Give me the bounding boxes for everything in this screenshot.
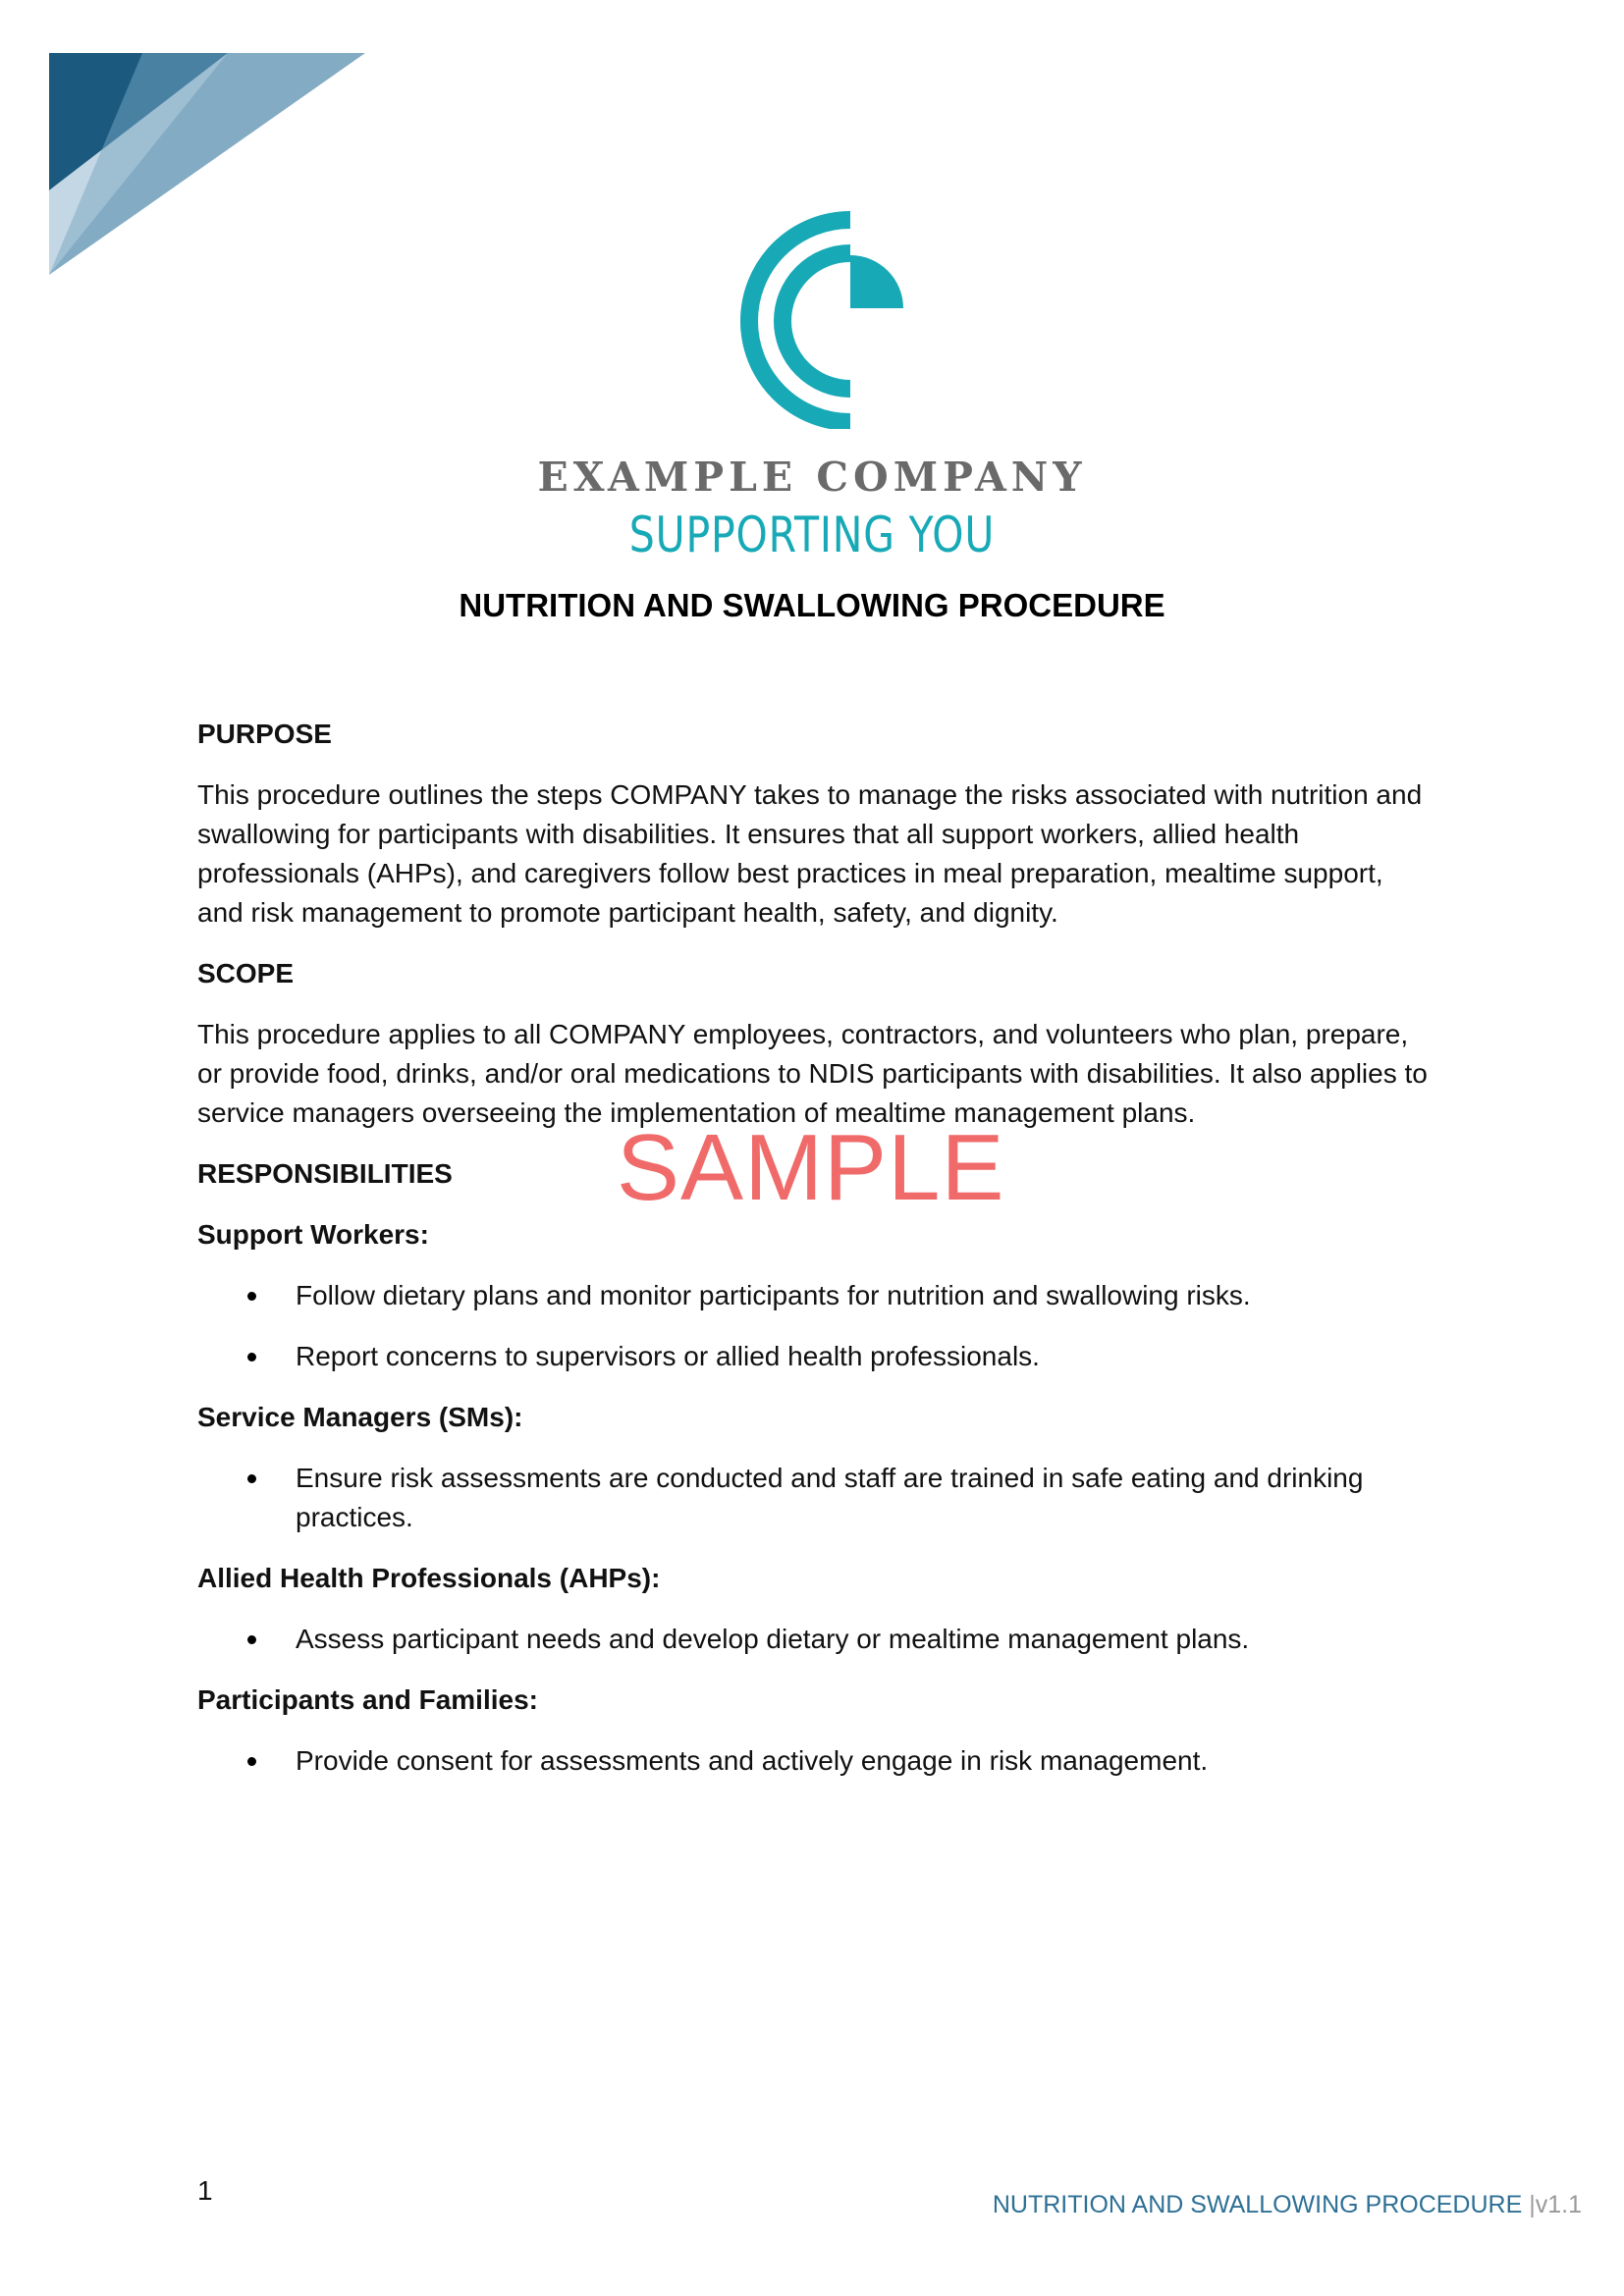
- purpose-heading: PURPOSE: [197, 719, 332, 749]
- scope-text: This procedure applies to all COMPANY employees, contractors, and volunteers who plan, prepare, or provide food, drinks, and/or oral medications to NDIS participants with disabilities. It also applies to service managers overseeing the implementation of mealtime management plans.: [197, 1019, 1428, 1128]
- bullet-icon: [247, 1292, 256, 1301]
- list-item: Assess participant needs and develop dietary or mealtime management plans.: [197, 1620, 1435, 1659]
- service-managers-list: [197, 1459, 1435, 1537]
- footer-version: v1.1: [1535, 2191, 1582, 2218]
- service-managers-heading: Service Managers (SMs):: [197, 1402, 523, 1432]
- corner-decoration: [49, 53, 373, 279]
- list-item: Follow dietary plans and monitor participants for nutrition and swallowing risks.: [197, 1276, 1435, 1315]
- footer-doc-name: NUTRITION AND SWALLOWING PROCEDURE: [992, 2191, 1523, 2218]
- document-title: NUTRITION AND SWALLOWING PROCEDURE: [459, 587, 1165, 623]
- responsibilities-heading: RESPONSIBILITIES: [197, 1158, 453, 1189]
- scope-heading: SCOPE: [197, 958, 295, 988]
- company-logo-icon: [725, 208, 911, 429]
- participants-list: [197, 1741, 1435, 1781]
- participants-heading: Participants and Families:: [197, 1684, 538, 1715]
- document-body: [197, 715, 1435, 1802]
- bullet-icon: [247, 1635, 256, 1644]
- page-number: 1: [197, 2175, 213, 2206]
- sample-watermark: SAMPLE: [617, 1115, 1005, 1220]
- company-name: EXAMPLE COMPANY: [537, 454, 1087, 501]
- bullet-icon: [247, 1757, 256, 1766]
- list-item: Report concerns to supervisors or allied health professionals.: [197, 1337, 1435, 1376]
- company-tagline: SUPPORTING YOU: [628, 507, 996, 563]
- purpose-text: This procedure outlines the steps COMPANY takes to manage the risks associated with nutrition and swallowing for participants with disabilities. It ensures that all support workers, allied health professionals (AHPs), and caregivers follow best practices in meal preparation, mealtime support, and risk management to promote participant health, safety, and dignity.: [197, 779, 1423, 928]
- footer-doc-label: [993, 2191, 1582, 2219]
- bullet-icon: [247, 1353, 256, 1362]
- footer-separator: |: [1529, 2191, 1536, 2218]
- list-item: Provide consent for assessments and actively engage in risk management.: [197, 1741, 1435, 1781]
- support-workers-heading: Support Workers:: [197, 1219, 429, 1250]
- ahps-list: [197, 1620, 1435, 1659]
- bullet-icon: [247, 1474, 256, 1483]
- ahps-heading: Allied Health Professionals (AHPs):: [197, 1563, 661, 1593]
- list-item: Ensure risk assessments are conducted and staff are trained in safe eating and drinking practices.: [197, 1459, 1435, 1537]
- support-workers-list: [197, 1276, 1435, 1376]
